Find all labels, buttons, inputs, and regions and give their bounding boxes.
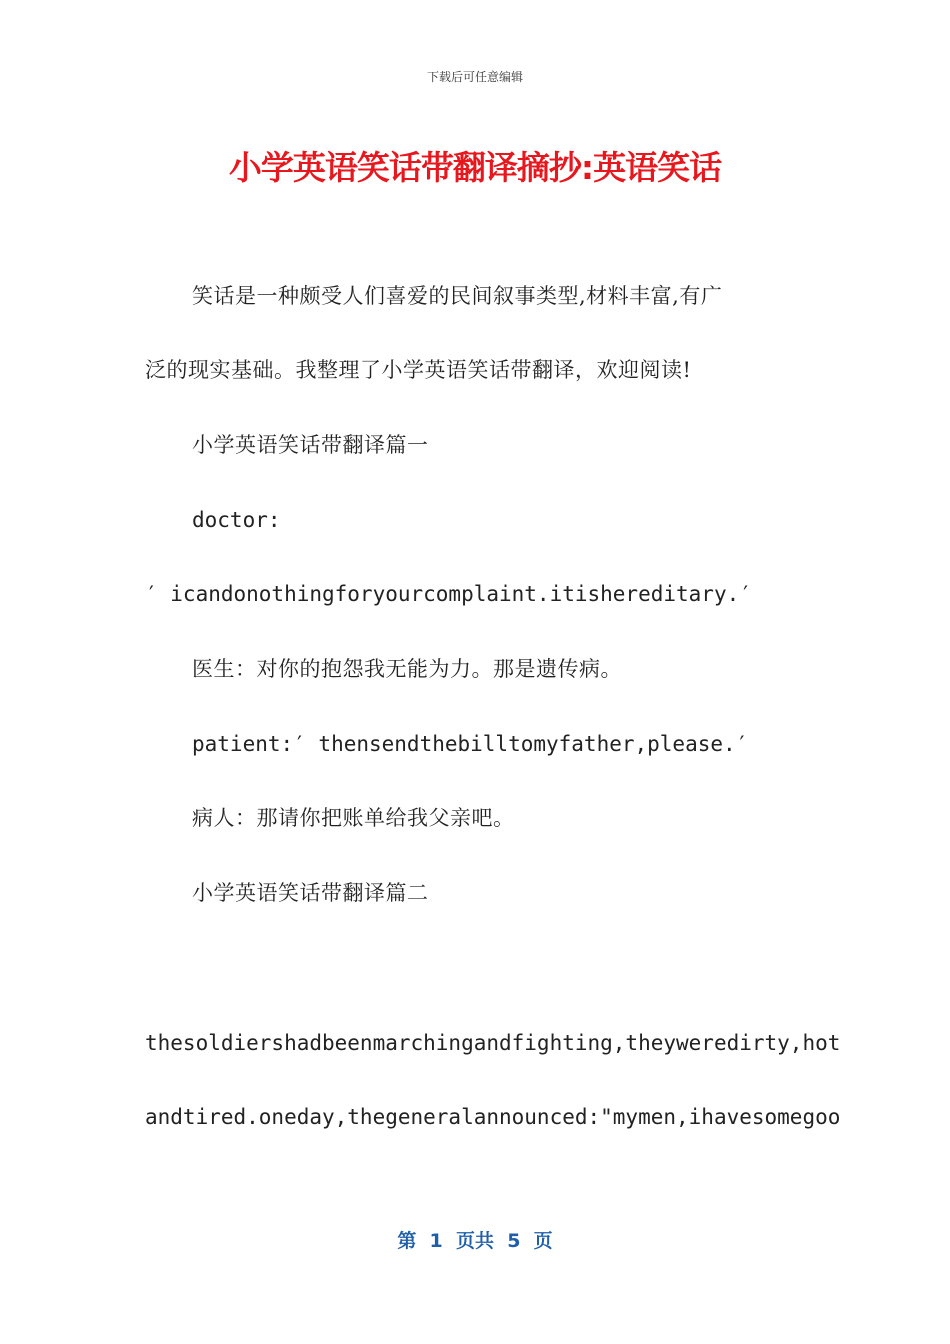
- header-note: 下载后可任意编辑: [426, 70, 523, 84]
- paragraph-line: 泛的现实基础。我整理了小学英语笑话带翻译，欢迎阅读!: [145, 358, 692, 382]
- paragraph-line: doctor:: [192, 508, 281, 532]
- paragraph-line: 笑话是一种颇受人们喜爱的民间叙事类型,材料丰富,有广: [192, 284, 723, 308]
- document-title: 小学英语笑话带翻译摘抄:英语笑话: [228, 148, 722, 187]
- paragraph-line: 医生：对你的抱怨我无能为力。那是遗传病。: [192, 657, 622, 681]
- paragraph-line: 病人：那请你把账单给我父亲吧。: [192, 806, 515, 830]
- paragraph-line: patient:′ thensendthebilltomyfather,please.′: [192, 732, 749, 756]
- paragraph-line: thesoldiershadbeenmarchingandfighting,theyweredirty,hot: [145, 1031, 841, 1055]
- section-heading-1: 小学英语笑话带翻译篇一: [192, 433, 429, 457]
- paragraph-line: andtired.oneday,thegeneralannounced:"mymen,ihavesomegoo: [145, 1105, 841, 1129]
- section-heading-2: 小学英语笑话带翻译篇二: [192, 881, 429, 905]
- page-footer: 第 1 页共 5 页: [397, 1230, 553, 1252]
- paragraph-line: ′ icandonothingforyourcomplaint.itishereditary.′: [145, 582, 752, 606]
